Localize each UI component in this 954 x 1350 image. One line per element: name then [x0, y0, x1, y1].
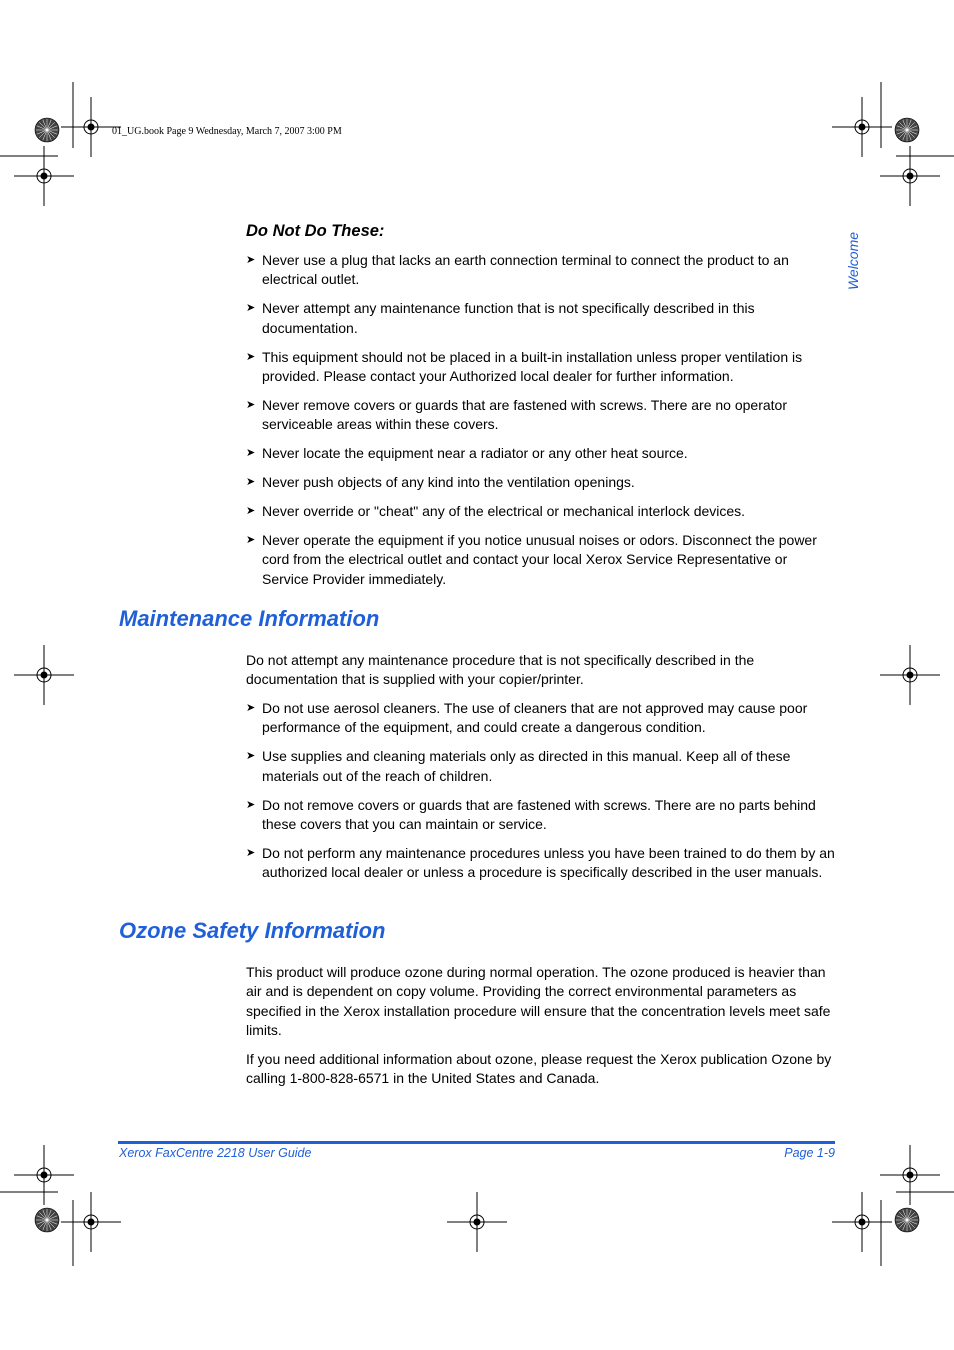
arrow-icon: ➤	[246, 702, 256, 714]
ozone-paragraph-1: This product will produce ozone during normal operation. The ozone produced is heavier than air and is dependent on copy volume. Providing the correct environmental parameters as specified in the Xerox installation procedure will ensure that the concentration levels meet safe limits.	[246, 964, 831, 1038]
list-item: ➤ This equipment should not be placed in a built-in installation unless proper ventilation is provided. Please contact your Authorized local dealer for further information.	[246, 348, 803, 384]
arrow-icon: ➤	[246, 505, 256, 518]
arrow-icon: ➤	[246, 302, 256, 315]
side-tab-label: Welcome	[845, 231, 861, 291]
list-item: ➤ Never locate the equipment near a radiator or any other heat source.	[246, 444, 836, 463]
maintenance-list	[246, 699, 836, 892]
list-item: ➤ Do not perform any maintenance procedures unless you have been trained to do them by an authorized local dealer or unless a procedure is specifically described in the user manuals.	[246, 844, 835, 881]
ozone-title: Ozone Safety Information	[119, 918, 386, 943]
arrow-icon: ➤	[246, 846, 256, 859]
list-item: ➤ Never attempt any maintenance function that is not specifically described in this documentation.	[246, 300, 755, 336]
list-item: ➤ Never override or "cheat" any of the electrical or mechanical interlock devices.	[246, 502, 836, 521]
print-header: 01_UG.book Page 9 Wednesday, March 7, 2007 3:00 PM	[112, 126, 342, 137]
arrow-icon: ➤	[246, 750, 256, 763]
arrow-icon: ➤	[246, 350, 256, 363]
list-item: ➤ Never operate the equipment if you notice unusual noises or odors. Disconnect the power cord from the electrical outlet and contact your local Xerox Service Representative or Service Provider immediately.	[246, 532, 817, 587]
arrow-icon: ➤	[246, 398, 256, 411]
side-tab	[838, 226, 868, 296]
ozone-paragraph-2: If you need additional information about ozone, please request the Xerox publication Ozone by calling 1-800-828-6571 in the United States and Canada.	[246, 1051, 832, 1087]
arrow-icon: ➤	[246, 534, 256, 547]
page-number: Page 1-9	[784, 1146, 835, 1160]
footer-rule	[118, 1141, 835, 1144]
maintenance-intro: Do not attempt any maintenance procedure that is not specifically described in the documentation that is supplied with your copier/printer.	[246, 652, 755, 688]
maintenance-title: Maintenance Information	[119, 606, 380, 631]
do-not-list	[246, 251, 836, 599]
list-item: ➤ Never push objects of any kind into the ventilation openings.	[246, 473, 836, 492]
arrow-icon: ➤	[246, 798, 256, 811]
list-item: ➤ Never remove covers or guards that are fastened with screws. There are no operator serviceable areas within these covers.	[246, 396, 787, 433]
list-item: ➤ Do not use aerosol cleaners. The use of cleaners that are not approved may cause poor performance of the equipment, and could create a dangerous condition.	[246, 700, 808, 736]
arrow-icon: ➤	[246, 447, 256, 460]
footer-title: Xerox FaxCentre 2218 User Guide	[119, 1146, 312, 1160]
list-item: ➤ Never use a plug that lacks an earth connection terminal to connect the product to an electrical outlet.	[246, 252, 789, 288]
list-item: ➤ Use supplies and cleaning materials only as directed in this manual. Keep all of these materials out of the reach of children.	[246, 748, 791, 784]
list-item: ➤ Do not remove covers or guards that are fastened with screws. There are no parts behind these covers that you can maintain or service.	[246, 796, 816, 832]
arrow-icon: ➤	[246, 476, 256, 489]
do-not-heading: Do Not Do These:	[246, 222, 385, 240]
arrow-icon: ➤	[246, 254, 256, 266]
